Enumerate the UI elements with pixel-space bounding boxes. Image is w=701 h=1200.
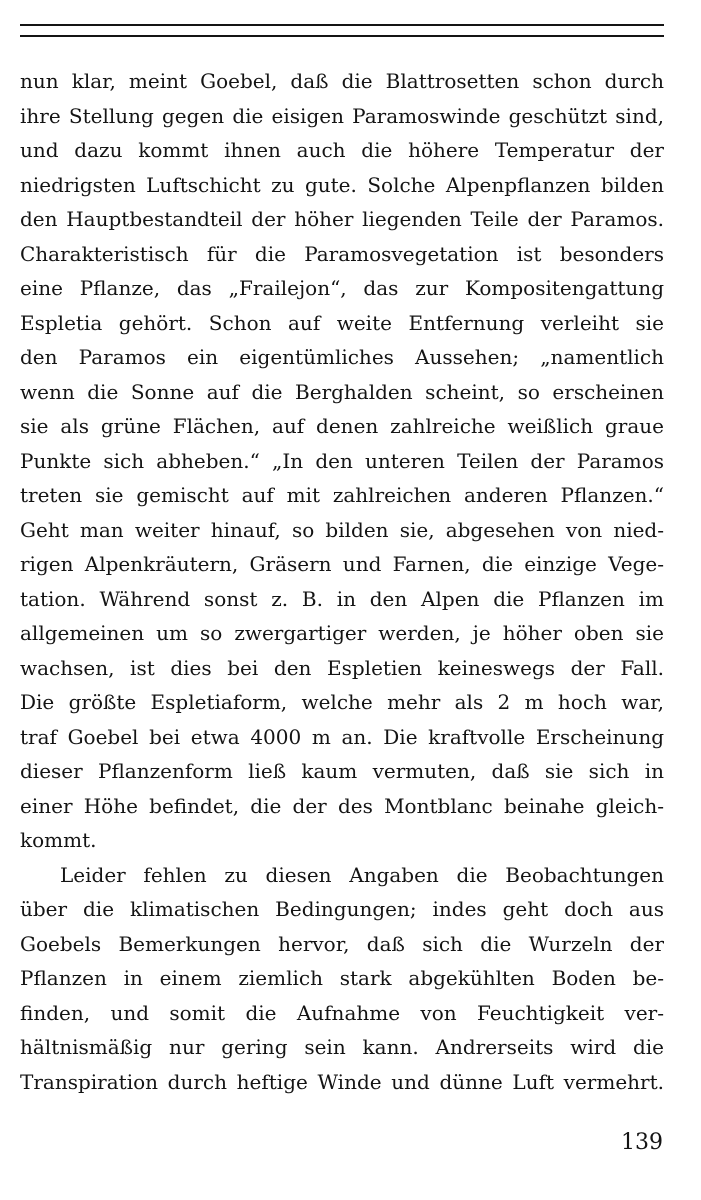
text-line: treten sie gemischt auf mit zahlreichen anderen Pflanzen.“: [20, 483, 664, 507]
text-line: einer Höhe befindet, die der des Montblanc beinahe gleich-: [20, 793, 664, 818]
text-line: ihre Stellung gegen die eisigen Paramoswinde geschützt sind,: [20, 103, 664, 128]
text-line: wenn die Sonne auf die Berghalden scheint, so erscheinen: [20, 379, 664, 404]
text-line: tation. Während sonst z. B. in den Alpen die Pflanzen im: [20, 586, 664, 611]
header-rule-thick: [20, 35, 664, 37]
text-line: sie als grüne Flächen, auf denen zahlreiche weißlich graue: [20, 414, 664, 438]
text-line: finden, und somit die Aufnahme von Feuchtigkeit ver-: [20, 1000, 664, 1025]
body-text: [20, 64, 664, 1099]
text-line: kommt.: [20, 828, 97, 852]
page-number: 139: [621, 1130, 663, 1155]
text-line: und dazu kommt ihnen auch die höhere Temperatur der: [20, 138, 664, 162]
text-line: Geht man weiter hinauf, so bilden sie, abgesehen von nied-: [20, 517, 664, 542]
text-line: Punkte sich abheben.“ „In den unteren Teilen der Paramos: [20, 448, 664, 473]
text-line: rigen Alpenkräutern, Gräsern und Farnen, die einzige Vege-: [20, 552, 664, 576]
text-line: Pflanzen in einem ziemlich stark abgekühlten Boden be-: [20, 966, 664, 990]
text-line: den Hauptbestandteil der höher liegenden Teile der Paramos.: [20, 207, 664, 231]
text-line: Leider fehlen zu diesen Angaben die Beobachtungen: [60, 862, 664, 887]
text-line: dieser Pflanzenform ließ kaum vermuten, daß sie sich in: [20, 759, 664, 783]
text-line: hältnismäßig nur gering sein kann. Andrerseits wird die: [20, 1035, 664, 1059]
header-rule-thin: [20, 24, 664, 26]
text-line: Goebels Bemerkungen hervor, daß sich die Wurzeln der: [20, 931, 664, 956]
text-line: niedrigsten Luftschicht zu gute. Solche Alpenpflanzen bilden: [20, 172, 664, 197]
text-line: allgemeinen um so zwergartiger werden, je höher oben sie: [20, 621, 664, 645]
text-line: Transpiration durch heftige Winde und dünne Luft vermehrt.: [20, 1069, 664, 1094]
text-line: Die größte Espletiaform, welche mehr als 2 m hoch war,: [20, 690, 664, 714]
paragraph: [20, 64, 664, 858]
text-line: eine Pflanze, das „Frailejon“, das zur Kompositengattung: [20, 276, 664, 300]
text-line: nun klar, meint Goebel, daß die Blattrosetten schon durch: [20, 69, 664, 93]
text-line: über die klimatischen Bedingungen; indes geht doch aus: [20, 897, 664, 921]
text-line: den Paramos ein eigentümliches Aussehen; „namentlich: [20, 345, 664, 369]
text-line: Espletia gehört. Schon auf weite Entfernung verleiht sie: [20, 310, 664, 335]
text-line: traf Goebel bei etwa 4000 m an. Die kraftvolle Erscheinung: [20, 724, 664, 749]
text-line: Charakteristisch für die Paramosvegetation ist besonders: [20, 241, 664, 266]
text-line: wachsen, ist dies bei den Espletien keineswegs der Fall.: [20, 655, 664, 680]
paragraph: [20, 858, 664, 1100]
